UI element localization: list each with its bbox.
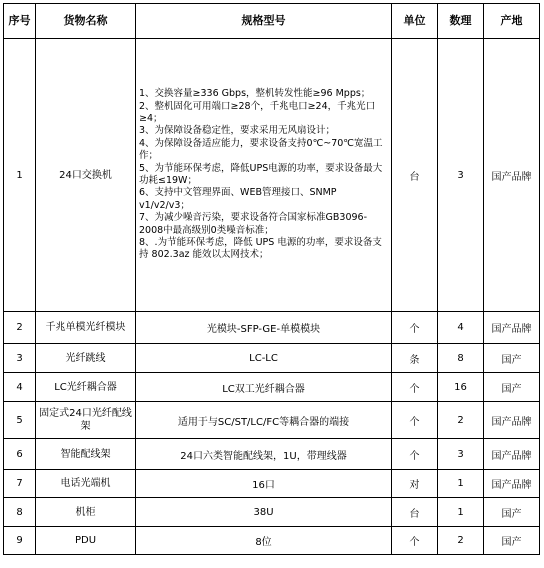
header-row <box>4 4 540 39</box>
cell-spec: 16口 <box>136 470 392 498</box>
spec-line: 5、为节能环保考虑，降低UPS电源的功率，要求设备最大功耗≤19W； <box>139 162 383 186</box>
spec-line: 3、为保障设备稳定性，要求采用无风扇设计； <box>139 125 336 137</box>
header-no: 序号 <box>4 4 36 39</box>
cell-spec: LC-LC <box>136 344 392 373</box>
cell-spec: 24口六类智能配线架，1U，带理线器 <box>136 439 392 470</box>
cell-qty: 3 <box>438 439 484 470</box>
table-row <box>4 344 540 373</box>
header-origin: 产地 <box>484 4 540 39</box>
cell-name: 固定式24口光纤配线架 <box>36 402 136 439</box>
header-qty: 数理 <box>438 4 484 39</box>
cell-spec: 38U <box>136 498 392 527</box>
cell-origin: 国产 <box>484 373 540 402</box>
cell-no: 1 <box>4 39 36 312</box>
spec-line: 8、.为节能环保考虑，降低 UPS 电源的功率，要求设备支持 802.3az 能效以太网技术； <box>139 237 382 261</box>
cell-name: 机柜 <box>36 498 136 527</box>
header-spec: 规格型号 <box>136 4 392 39</box>
cell-name: 光纤跳线 <box>36 344 136 373</box>
cell-name: PDU <box>36 527 136 555</box>
cell-qty: 1 <box>438 470 484 498</box>
cell-unit: 个 <box>392 312 438 344</box>
cell-spec: 光模块-SFP-GE-单模模块 <box>136 312 392 344</box>
cell-qty: 16 <box>438 373 484 402</box>
cell-qty: 2 <box>438 402 484 439</box>
cell-qty: 1 <box>438 498 484 527</box>
spec-line: 4、为保障设备适应能力，要求设备支持0℃~70℃宽温工作； <box>139 137 383 162</box>
cell-origin: 国产 <box>484 344 540 373</box>
cell-name: 千兆单模光纤模块 <box>36 312 136 344</box>
cell-unit: 台 <box>392 498 438 527</box>
cell-origin: 国产品牌 <box>484 402 540 439</box>
cell-origin: 国产 <box>484 527 540 555</box>
cell-unit: 个 <box>392 373 438 402</box>
cell-spec <box>136 39 392 312</box>
spec-line: 7、为减少噪音污染，要求设备符合国家标准GB3096-2008中最高级别0类噪音标准； <box>139 212 368 236</box>
spec-line: 1、交换容量≥336 Gbps，整机转发性能≥96 Mpps； <box>139 88 371 100</box>
cell-spec: LC双工光纤耦合器 <box>136 373 392 402</box>
cell-origin: 国产品牌 <box>484 470 540 498</box>
cell-spec: 适用于与SC/ST/LC/FC等耦合器的端接 <box>136 402 392 439</box>
cell-qty: 8 <box>438 344 484 373</box>
table-row <box>4 373 540 402</box>
cell-no: 8 <box>4 498 36 527</box>
table-row <box>4 39 540 312</box>
cell-unit: 对 <box>392 470 438 498</box>
table-row <box>4 498 540 527</box>
cell-no: 4 <box>4 373 36 402</box>
table-row <box>4 312 540 344</box>
cell-unit: 个 <box>392 402 438 439</box>
cell-unit: 个 <box>392 527 438 555</box>
cell-unit: 条 <box>392 344 438 373</box>
cell-unit: 个 <box>392 439 438 470</box>
cell-no: 2 <box>4 312 36 344</box>
cell-no: 7 <box>4 470 36 498</box>
spec-line: 2、整机固化可用端口≥28个，千兆电口≥24，千兆光口≥4； <box>139 100 376 124</box>
spec-list <box>139 87 388 263</box>
table-row <box>4 527 540 555</box>
table-row <box>4 402 540 439</box>
cell-origin: 国产品牌 <box>484 312 540 344</box>
cell-no: 6 <box>4 439 36 470</box>
cell-no: 9 <box>4 527 36 555</box>
cell-spec: 8位 <box>136 527 392 555</box>
cell-no: 5 <box>4 402 36 439</box>
cell-name: 智能配线架 <box>36 439 136 470</box>
spec-line: 6、支持中文管理界面、WEB管理接口、SNMP v1/v2/v3； <box>139 187 337 211</box>
cell-name: 电话光端机 <box>36 470 136 498</box>
table-row <box>4 470 540 498</box>
cell-name: 24口交换机 <box>36 39 136 312</box>
cell-origin: 国产 <box>484 498 540 527</box>
table-row <box>4 439 540 470</box>
cell-origin: 国产品牌 <box>484 439 540 470</box>
cell-name: LC光纤耦合器 <box>36 373 136 402</box>
cell-no: 3 <box>4 344 36 373</box>
cell-unit: 台 <box>392 39 438 312</box>
cell-qty: 2 <box>438 527 484 555</box>
goods-spec-table <box>3 3 540 555</box>
cell-qty: 4 <box>438 312 484 344</box>
cell-origin: 国产品牌 <box>484 39 540 312</box>
cell-qty: 3 <box>438 39 484 312</box>
header-name: 货物名称 <box>36 4 136 39</box>
header-unit: 单位 <box>392 4 438 39</box>
